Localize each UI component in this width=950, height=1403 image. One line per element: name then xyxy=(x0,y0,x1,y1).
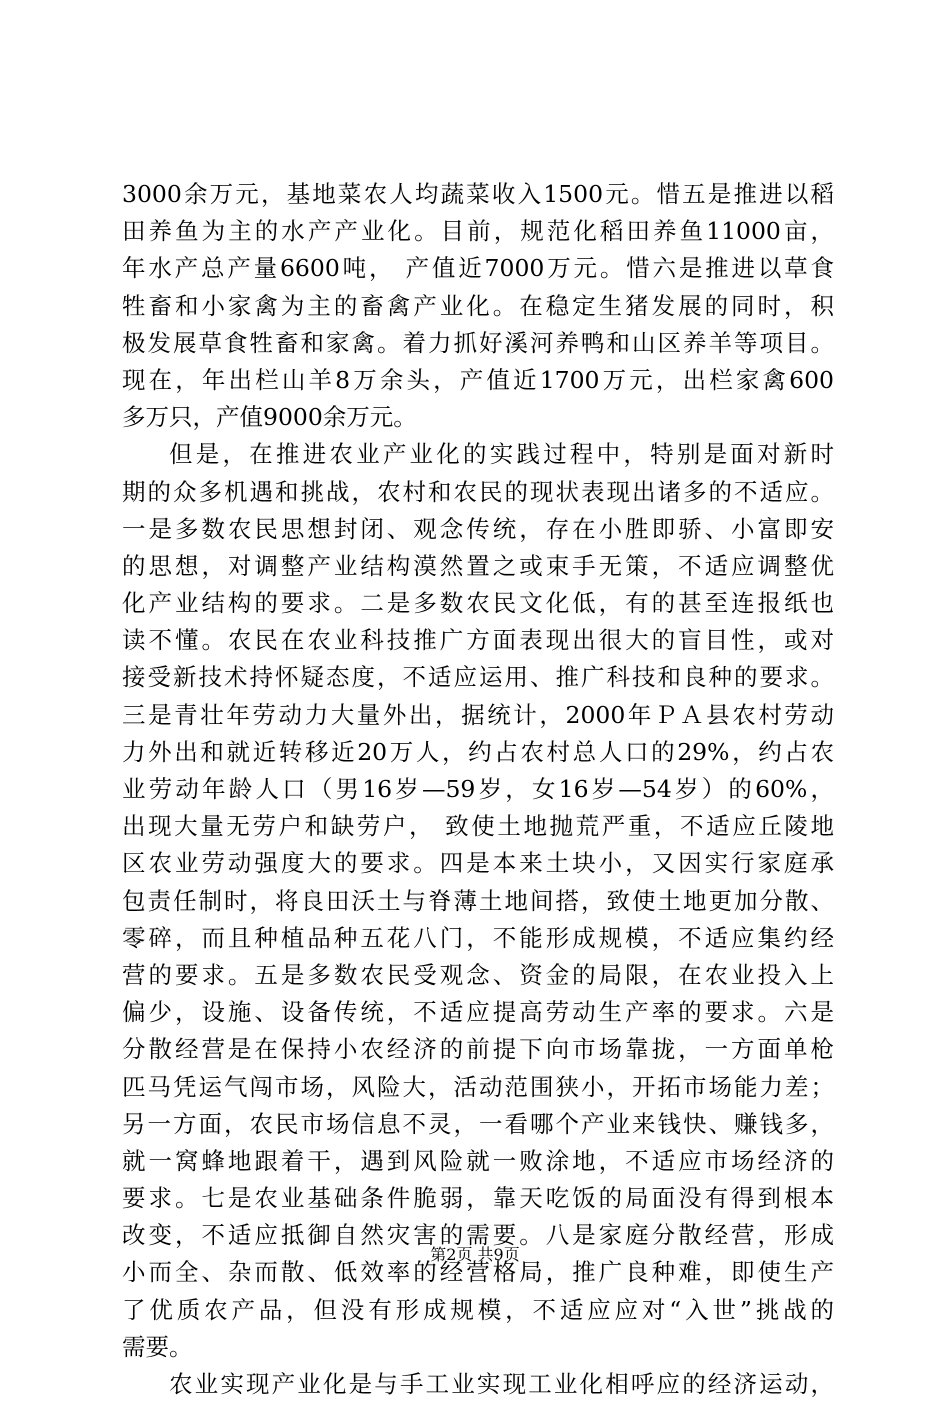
text-line: 期的众多机遇和挑战，农村和农民的现状表现出诸多的不适应。 xyxy=(122,477,834,506)
text-line: 出现大量无劳户和缺劳户， 致使土地抛荒严重，不适应丘陵地 xyxy=(122,812,834,841)
text-line: 但是，在推进农业产业化的实践过程中，特别是面对新时 xyxy=(169,440,834,469)
text-line: 一是多数农民思想封闭、观念传统，存在小胜即骄、小富即安 xyxy=(122,514,834,543)
text-line: 接受新技术持怀疑态度，不适应运用、推广科技和良种的要求。 xyxy=(122,663,834,692)
paragraph xyxy=(122,1366,834,1403)
text-line: 分散经营是在保持小农经济的前提下向市场靠拢，一方面单枪 xyxy=(122,1035,834,1064)
text-line: 农业实现产业化是与手工业实现工业化相呼应的经济运动， xyxy=(169,1370,834,1398)
text-line: 现在，年出栏山羊8万余头，产值近1700万元，出栏家禽600 xyxy=(122,365,834,394)
text-line: 读不懂。农民在农业科技推广方面表现出很大的盲目性，或对 xyxy=(122,626,834,655)
text-line: 的思想，对调整产业结构漠然置之或束手无策，不适应调整优 xyxy=(122,551,834,580)
text-line: 需要。 xyxy=(122,1332,193,1361)
page-number: 第2页 共9页 xyxy=(430,1245,520,1264)
text-line: 匹马凭运气闯市场，风险大，活动范围狭小，开拓市场能力差； xyxy=(122,1072,834,1101)
text-line: 化产业结构的要求。二是多数农民文化低，有的甚至连报纸也 xyxy=(122,589,834,618)
text-line: 就一窝蜂地跟着干，遇到风险就一败涂地，不适应市场经济的 xyxy=(122,1146,834,1175)
page-footer xyxy=(0,1244,950,1266)
text-line: 极发展草食牲畜和家禽。着力抓好溪河养鸭和山区养羊等项目。 xyxy=(122,328,834,357)
text-line: 3000余万元，基地菜农人均蔬菜收入1500元。惜五是推进以稻 xyxy=(122,180,834,208)
text-line: 营的要求。五是多数农民受观念、资金的局限，在农业投入上 xyxy=(122,960,834,989)
text-line: 改变，不适应抵御自然灾害的需要。八是家庭分散经营，形成 xyxy=(122,1221,834,1250)
document-body xyxy=(122,176,834,1403)
paragraph xyxy=(122,436,834,1366)
text-line: 多万只，产值9000余万元。 xyxy=(122,403,417,432)
text-line: 区农业劳动强度大的要求。四是本来土块小，又因实行家庭承 xyxy=(122,849,834,878)
text-line: 三是青壮年劳动力大量外出，据统计，2000年ＰＡ县农村劳动 xyxy=(122,700,834,729)
text-line: 包责任制时，将良田沃土与脊薄土地间搭，致使土地更加分散、 xyxy=(122,886,834,915)
text-line: 了优质农产品，但没有形成规模，不适应应对“入世”挑战的 xyxy=(122,1295,834,1324)
text-line: 田养鱼为主的水产产业化。目前，规范化稻田养鱼11000亩， xyxy=(122,217,834,246)
text-line: 业劳动年龄人口（男16岁—59岁，女16岁—54岁）的60%， xyxy=(122,775,834,803)
text-line: 力外出和就近转移近20万人，约占农村总人口的29%，约占农 xyxy=(122,737,834,766)
text-line: 另一方面，农民市场信息不灵，一看哪个产业来钱快、赚钱多， xyxy=(122,1109,834,1138)
text-line: 要求。七是农业基础条件脆弱，靠天吃饭的局面没有得到根本 xyxy=(122,1184,834,1213)
text-line: 小而全、杂而散、低效率的经营格局，推广良种难，即使生产 xyxy=(122,1258,834,1287)
text-line: 牲畜和小家禽为主的畜禽产业化。在稳定生猪发展的同时，积 xyxy=(122,291,834,320)
paragraph xyxy=(122,176,834,436)
text-line: 偏少，设施、设备传统，不适应提高劳动生产率的要求。六是 xyxy=(122,998,834,1027)
text-line: 零碎，而且种植品种五花八门，不能形成规模，不适应集约经 xyxy=(122,923,834,952)
text-line: 年水产总产量6600吨， 产值近7000万元。惜六是推进以草食 xyxy=(122,254,834,283)
